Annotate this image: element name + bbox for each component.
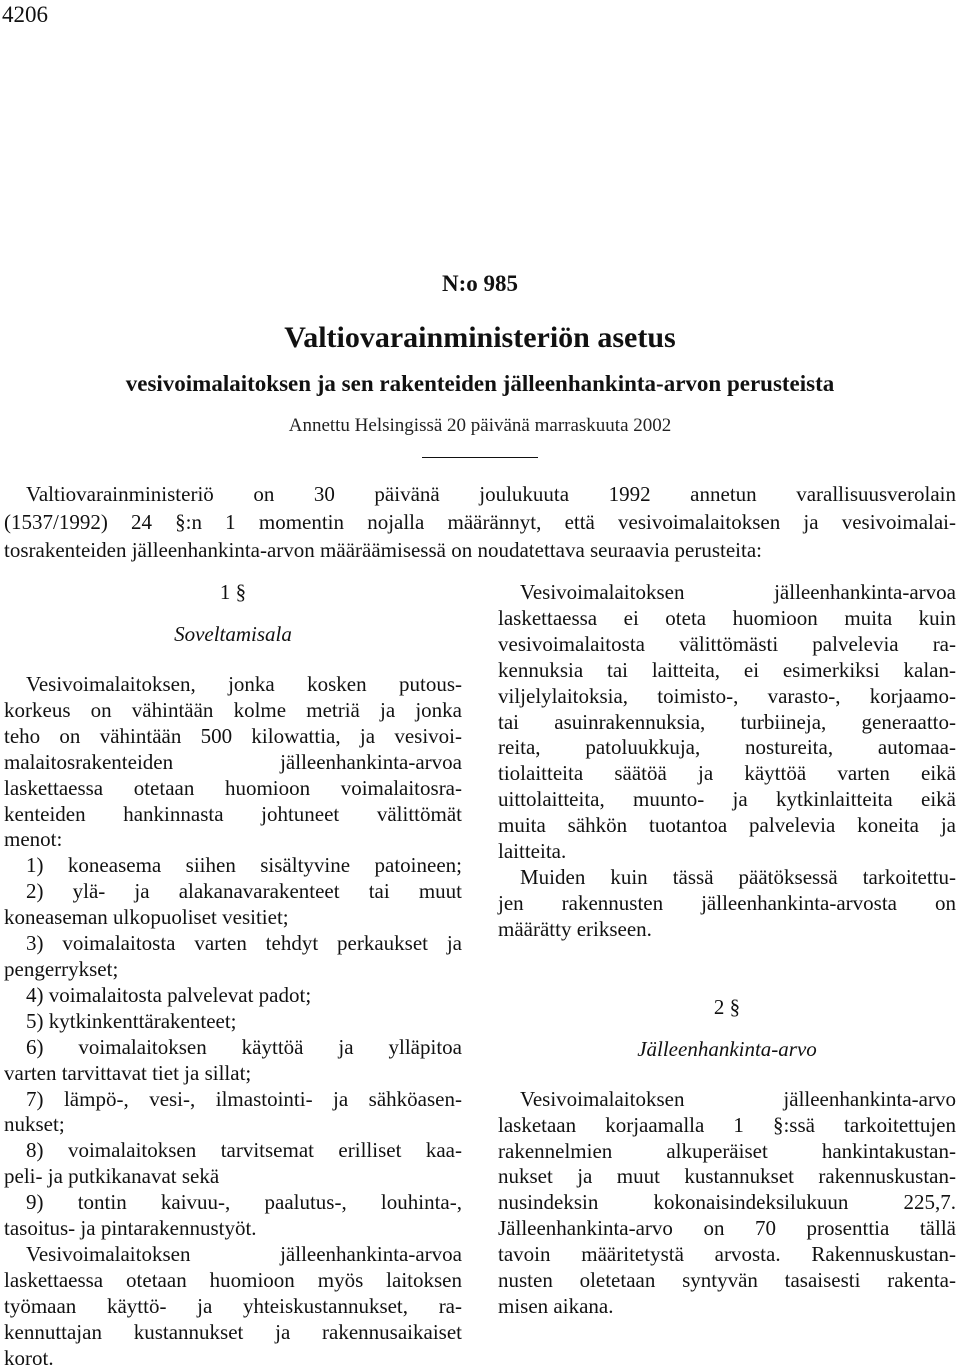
list-item: 7) lämpö-, vesi-, ilmastointi- ja sähköasen-	[26, 1086, 462, 1111]
text-line: kennuttajan kustannukset ja rakennusaikaiset	[4, 1319, 462, 1344]
preamble-line: (1537/1992) 24 §:n 1 momentin nojalla määrännyt, että vesivoimalaitoksen ja vesivoimalai-	[4, 510, 956, 534]
text-line: Vesivoimalaitoksen jälleenhankinta-arvo	[520, 1086, 956, 1111]
list-item: 4) voimalaitosta palvelevat padot;	[26, 982, 312, 1007]
list-item: 2) ylä- ja alakanavarakenteet tai muut	[26, 879, 462, 904]
statute-subtitle: vesivoimalaitoksen ja sen rakenteiden jälleenhankinta-arvon perusteista	[125, 371, 835, 396]
text-line: tavoin määritetystä arvosta. Rakennuskustan-	[498, 1242, 956, 1267]
preamble-line: tosrakenteiden jälleenhankinta-arvon määräämisessä on noudatettava seuraavia perusteita:	[4, 538, 763, 562]
list-item: 9) tontin kaivuu-, paalutus-, louhinta-,	[26, 1190, 462, 1215]
text-line: lasketaan korjaamalla 1 §:ssä tarkoitettujen	[498, 1112, 956, 1137]
text-line: tasoitus- ja pintarakennustyöt.	[4, 1216, 257, 1241]
text-line: teho on vähintään 500 kilowattia, ja vesivoi-	[4, 723, 462, 748]
text-line: Vesivoimalaitoksen, jonka kosken putous-	[26, 672, 462, 696]
text-line: laskettaessa otetaan huomioon myös laitoksen	[4, 1267, 462, 1292]
given-date-line: Annettu Helsingissä 20 päivänä marraskuuta 2002	[288, 415, 672, 436]
section-1-number: 1 §	[219, 580, 247, 604]
text-line: uittolaitteita, muunto- ja kytkinlaitteita eikä	[498, 787, 956, 812]
text-line: Jälleenhankinta-arvo on 70 prosenttia tällä	[498, 1216, 956, 1241]
list-item: 3) voimalaitosta varten tehdyt perkaukset ja	[26, 931, 462, 956]
text-line: kennuksia tai laitteita, ei esimerkiksi kalan-	[498, 657, 956, 682]
text-line: nusindeksin kokonaisindeksilukuun 225,7.	[498, 1190, 956, 1215]
text-line: määrätty erikseen.	[498, 916, 652, 941]
list-item: 6) voimalaitoksen käyttöä ja ylläpitoa	[26, 1034, 462, 1059]
section-1-title: Soveltamisala	[174, 622, 292, 646]
text-line: korkeus on vähintään kolme metriä ja jonka	[4, 697, 462, 722]
text-line: koneaseman ulkopuoliset vesitiet;	[4, 905, 289, 930]
right-column	[498, 580, 956, 1320]
text-line: menot:	[4, 827, 63, 852]
preamble-line: Valtiovarainministeriö on 30 päivänä joulukuuta 1992 annetun varallisuusverolain	[26, 482, 956, 506]
text-line: nukset;	[4, 1112, 65, 1137]
text-line: misen aikana.	[498, 1293, 614, 1318]
text-line: työmaan käyttö- ja yhteiskustannukset, ra-	[4, 1293, 462, 1318]
text-line: tai asuinrakennuksia, turbiineja, generaatto-	[498, 709, 956, 734]
text-line: Vesivoimalaitoksen jälleenhankinta-arvoa	[26, 1241, 462, 1266]
text-line: nusten oletetaan syntyvän tasaisesti rakenta-	[498, 1268, 956, 1293]
preamble	[4, 480, 956, 564]
text-line: viljelylaitoksia, toimisto-, varasto-, korjaamo-	[498, 683, 956, 708]
text-line: tiolaitteita säätöä ja käyttöä varten eikä	[498, 761, 956, 786]
text-line: laskettaessa ei oteta huomioon muita kuin	[498, 605, 956, 630]
statute-title: Valtiovarainministeriön asetus	[284, 321, 676, 354]
text-line: jen rakennusten jälleenhankinta-arvosta on	[498, 890, 956, 915]
text-line: korot.	[4, 1345, 54, 1370]
list-item: 8) voimalaitoksen tarvitsemat erilliset kaa-	[26, 1138, 462, 1163]
text-line: reita, patoluukkuja, nostureita, automaa-	[498, 735, 956, 760]
text-line: laitteita.	[498, 839, 567, 864]
text-line: pengerrykset;	[4, 956, 119, 981]
section-2-number: 2 §	[713, 994, 741, 1019]
statute-number: N:o 985	[441, 271, 519, 296]
text-line: varten tarvittavat tiet ja sillat;	[4, 1060, 252, 1085]
header-divider	[422, 457, 538, 458]
left-column	[4, 580, 462, 1371]
text-line: Muiden kuin tässä päätöksessä tarkoitettu-	[520, 864, 956, 889]
text-line: muita sähkön tuotantoa palvelevia koneita ja	[498, 813, 956, 838]
list-item: 1) koneasema siihen sisältyvine patoineen;	[26, 853, 462, 878]
page-number: 4206	[2, 2, 48, 27]
text-line: kenteiden hankinnasta johtuneet välittömät	[4, 801, 462, 826]
text-line: vesivoimalaitosta välittömästi palvelevia ra-	[498, 631, 956, 656]
text-line: peli- ja putkikanavat sekä	[4, 1164, 220, 1189]
text-line: malaitosrakenteiden jälleenhankinta-arvoa	[4, 749, 462, 774]
text-line: laskettaessa otetaan huomioon voimalaitosra-	[4, 775, 462, 800]
list-item: 5) kytkinkenttärakenteet;	[26, 1008, 237, 1033]
text-line: rakennelmien alkuperäiset hankintakustan-	[498, 1138, 956, 1163]
text-line: nukset ja muut kustannukset rakennuskustan-	[498, 1164, 956, 1189]
text-line: Vesivoimalaitoksen jälleenhankinta-arvoa	[520, 580, 956, 604]
section-2-title: Jälleenhankinta-arvo	[637, 1036, 817, 1061]
